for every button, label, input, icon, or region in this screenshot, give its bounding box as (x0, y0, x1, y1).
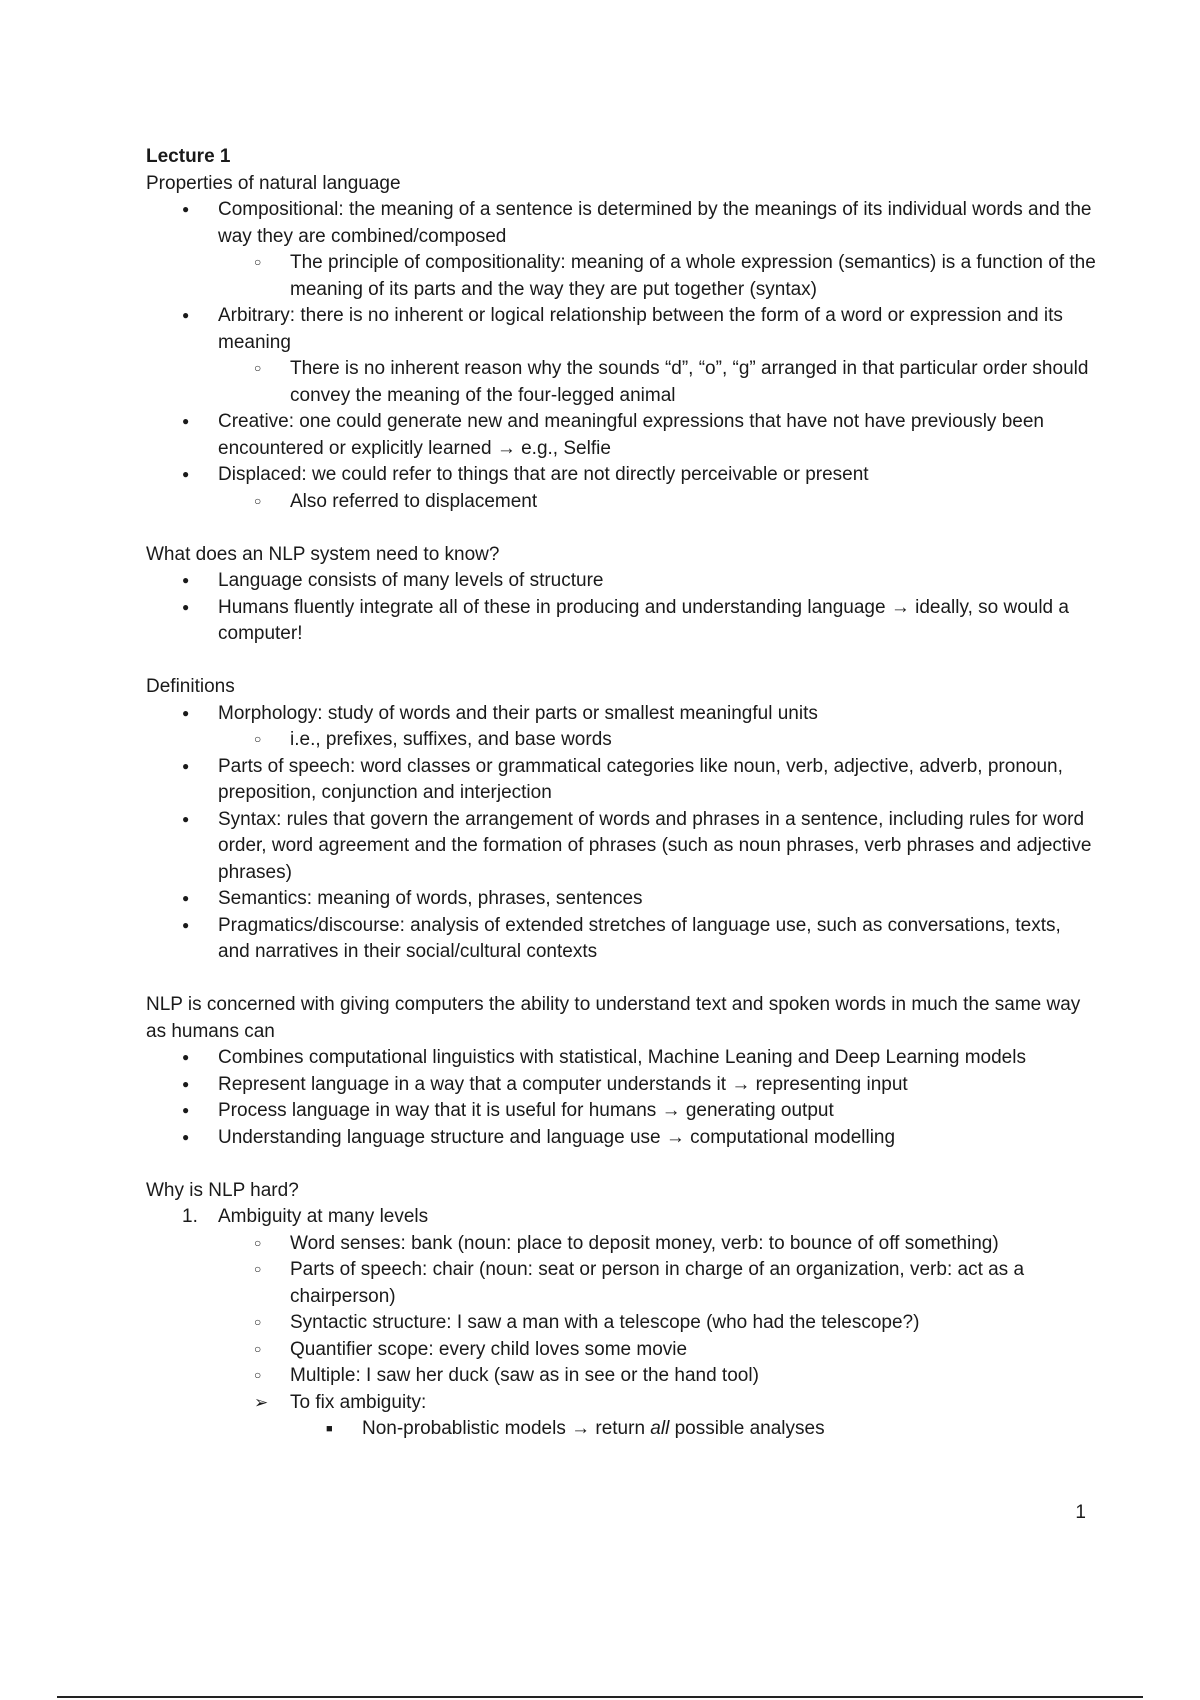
circle-bullet-icon (254, 250, 261, 278)
arrowhead-bullet-icon (254, 1390, 268, 1417)
bullet-icon (182, 701, 189, 729)
bullet-list (146, 1045, 1096, 1151)
bullet-list (146, 197, 1096, 515)
circle-bullet-icon (254, 1337, 261, 1365)
list-subitem-text: Parts of speech: chair (noun: seat or person in charge of an organization, verb: act as a chairperson) (290, 1259, 1025, 1307)
list-item-text: Language consists of many levels of structure (218, 570, 604, 591)
circle-bullet-icon (254, 1257, 261, 1285)
list-subitem (146, 1257, 1096, 1310)
list-subitem-text: To fix ambiguity: (290, 1391, 427, 1413)
bullet-icon (182, 1072, 189, 1100)
list-number: 1. (182, 1206, 198, 1227)
square-bullet-icon (326, 1416, 333, 1445)
list-subitem-text: Syntactic structure: I saw a man with a telescope (who had the telescope?) (290, 1312, 920, 1333)
list-item (146, 303, 1096, 356)
list-item (146, 913, 1096, 966)
list-subitem (146, 727, 1096, 754)
page-bottom-divider (57, 1696, 1143, 1698)
section-heading: Properties of natural language (146, 172, 401, 194)
list-item-text: Humans fluently integrate all of these in producing and understanding language → ideally, so would a computer! (218, 596, 1069, 644)
fix-text-after: possible analyses (669, 1418, 825, 1439)
bullet-icon (182, 807, 189, 835)
list-item-text: Pragmatics/discourse: analysis of extended stretches of language use, such as conversations, texts, and narratives in their social/cultural contexts (218, 914, 1061, 962)
list-item-text: Compositional: the meaning of a sentence is determined by the meanings of its individual words and the way they are combined/composed (218, 199, 1092, 247)
list-subitem-text: Quantifier scope: every child loves some movie (290, 1338, 688, 1360)
list-subitem (146, 1337, 1096, 1364)
bullet-icon (182, 913, 189, 941)
section-why-hard (146, 1178, 1096, 1443)
list-item (146, 754, 1096, 807)
section-nlp-concern (146, 992, 1096, 1151)
list-subitem-text: There is no inherent reason why the sounds “d”, “o”, “g” arranged in that particular order should convey the meaning of the four-legged animal (290, 358, 1089, 406)
bullet-icon (182, 409, 189, 437)
list-item-text: Combines computational linguistics with statistical, Machine Leaning and Deep Learning models (218, 1047, 1026, 1068)
circle-bullet-icon (254, 356, 261, 384)
circle-bullet-icon (254, 1310, 261, 1338)
list-subitem (146, 1231, 1096, 1258)
list-item-text: Represent language in a way that a computer understands it → representing input (218, 1073, 908, 1095)
bullet-icon (182, 754, 189, 782)
list-item (146, 1045, 1096, 1072)
list-item (146, 568, 1096, 595)
bullet-icon (182, 1125, 189, 1153)
list-subitem (146, 1390, 1096, 1417)
list-subitem (146, 1310, 1096, 1337)
list-item (146, 1204, 1096, 1231)
page-number: 1 (1075, 1502, 1086, 1523)
list-item-text: Syntax: rules that govern the arrangement of words and phrases in a sentence, including rules for word order, word agreement and the formation of phrases (such as noun phrases, verb phrases and adjective phrases) (218, 808, 1092, 883)
bullet-icon (182, 568, 189, 596)
list-subitem (146, 1363, 1096, 1390)
list-item (146, 462, 1096, 489)
list-item-text: Understanding language structure and language use → computational modelling (218, 1126, 896, 1148)
section-heading: NLP is concerned with giving computers the ability to understand text and spoken words in much the same way as humans can (146, 994, 1081, 1042)
list-item-text: Semantics: meaning of words, phrases, sentences (218, 888, 643, 909)
list-item-text: Parts of speech: word classes or grammatical categories like noun, verb, adjective, adverb, pronoun, preposition, conjunction and interjection (218, 755, 1063, 803)
bullet-list (146, 568, 1096, 648)
list-item-text: Morphology: study of words and their parts or smallest meaningful units (218, 702, 818, 724)
section-heading: Why is NLP hard? (146, 1179, 299, 1201)
bullet-list (146, 701, 1096, 966)
list-item-text: Creative: one could generate new and meaningful expressions that have not have previously been encountered or explicitly learned → e.g., Selfie (218, 411, 1044, 459)
circle-bullet-icon (254, 1363, 261, 1391)
list-subsubitem (146, 1416, 1096, 1443)
document-page (146, 144, 1096, 1469)
numbered-list (146, 1204, 1096, 1443)
circle-bullet-icon (254, 489, 261, 517)
list-subitem-text: i.e., prefixes, suffixes, and base words (290, 729, 612, 750)
list-item (146, 701, 1096, 728)
list-subitem-text: The principle of compositionality: meaning of a whole expression (semantics) is a function of the meaning of its parts and the way they are put together (syntax) (290, 252, 1096, 300)
list-subitem-text: Also referred to displacement (290, 490, 538, 512)
section-properties (146, 171, 1096, 516)
list-subitem-text: Multiple: I saw her duck (saw as in see or the hand tool) (290, 1365, 759, 1386)
list-subitem-text: Word senses: bank (noun: place to deposit money, verb: to bounce of off something) (290, 1232, 999, 1254)
circle-bullet-icon (254, 1231, 261, 1259)
bullet-icon (182, 595, 189, 623)
list-item (146, 409, 1096, 462)
bullet-icon (182, 1098, 189, 1126)
section-heading: Definitions (146, 676, 235, 697)
list-item (146, 886, 1096, 913)
list-item-text: Displaced: we could refer to things that are not directly perceivable or present (218, 464, 869, 485)
section-nlp-needs (146, 542, 1096, 648)
list-item-text: Process language in way that it is useful for humans → generating output (218, 1100, 834, 1121)
bullet-icon (182, 462, 189, 490)
fix-text-emphasis: all (650, 1418, 670, 1439)
list-item (146, 807, 1096, 887)
list-subitem (146, 250, 1096, 303)
list-item (146, 1125, 1096, 1152)
lecture-title: Lecture 1 (146, 146, 231, 167)
list-item-text: Arbitrary: there is no inherent or logical relationship between the form of a word or expression and its meaning (218, 305, 1063, 353)
list-subitem (146, 489, 1096, 516)
bullet-icon (182, 197, 189, 225)
bullet-icon (182, 303, 189, 331)
list-item (146, 1098, 1096, 1125)
list-item (146, 197, 1096, 250)
list-subitem (146, 356, 1096, 409)
bullet-icon (182, 1045, 189, 1073)
section-definitions (146, 674, 1096, 966)
list-item (146, 595, 1096, 648)
bullet-icon (182, 886, 189, 914)
fix-text-before: Non-probablistic models → return (362, 1418, 651, 1439)
list-item (146, 1072, 1096, 1099)
section-heading: What does an NLP system need to know? (146, 543, 500, 565)
circle-bullet-icon (254, 727, 261, 755)
list-item-text: Ambiguity at many levels (218, 1206, 429, 1227)
